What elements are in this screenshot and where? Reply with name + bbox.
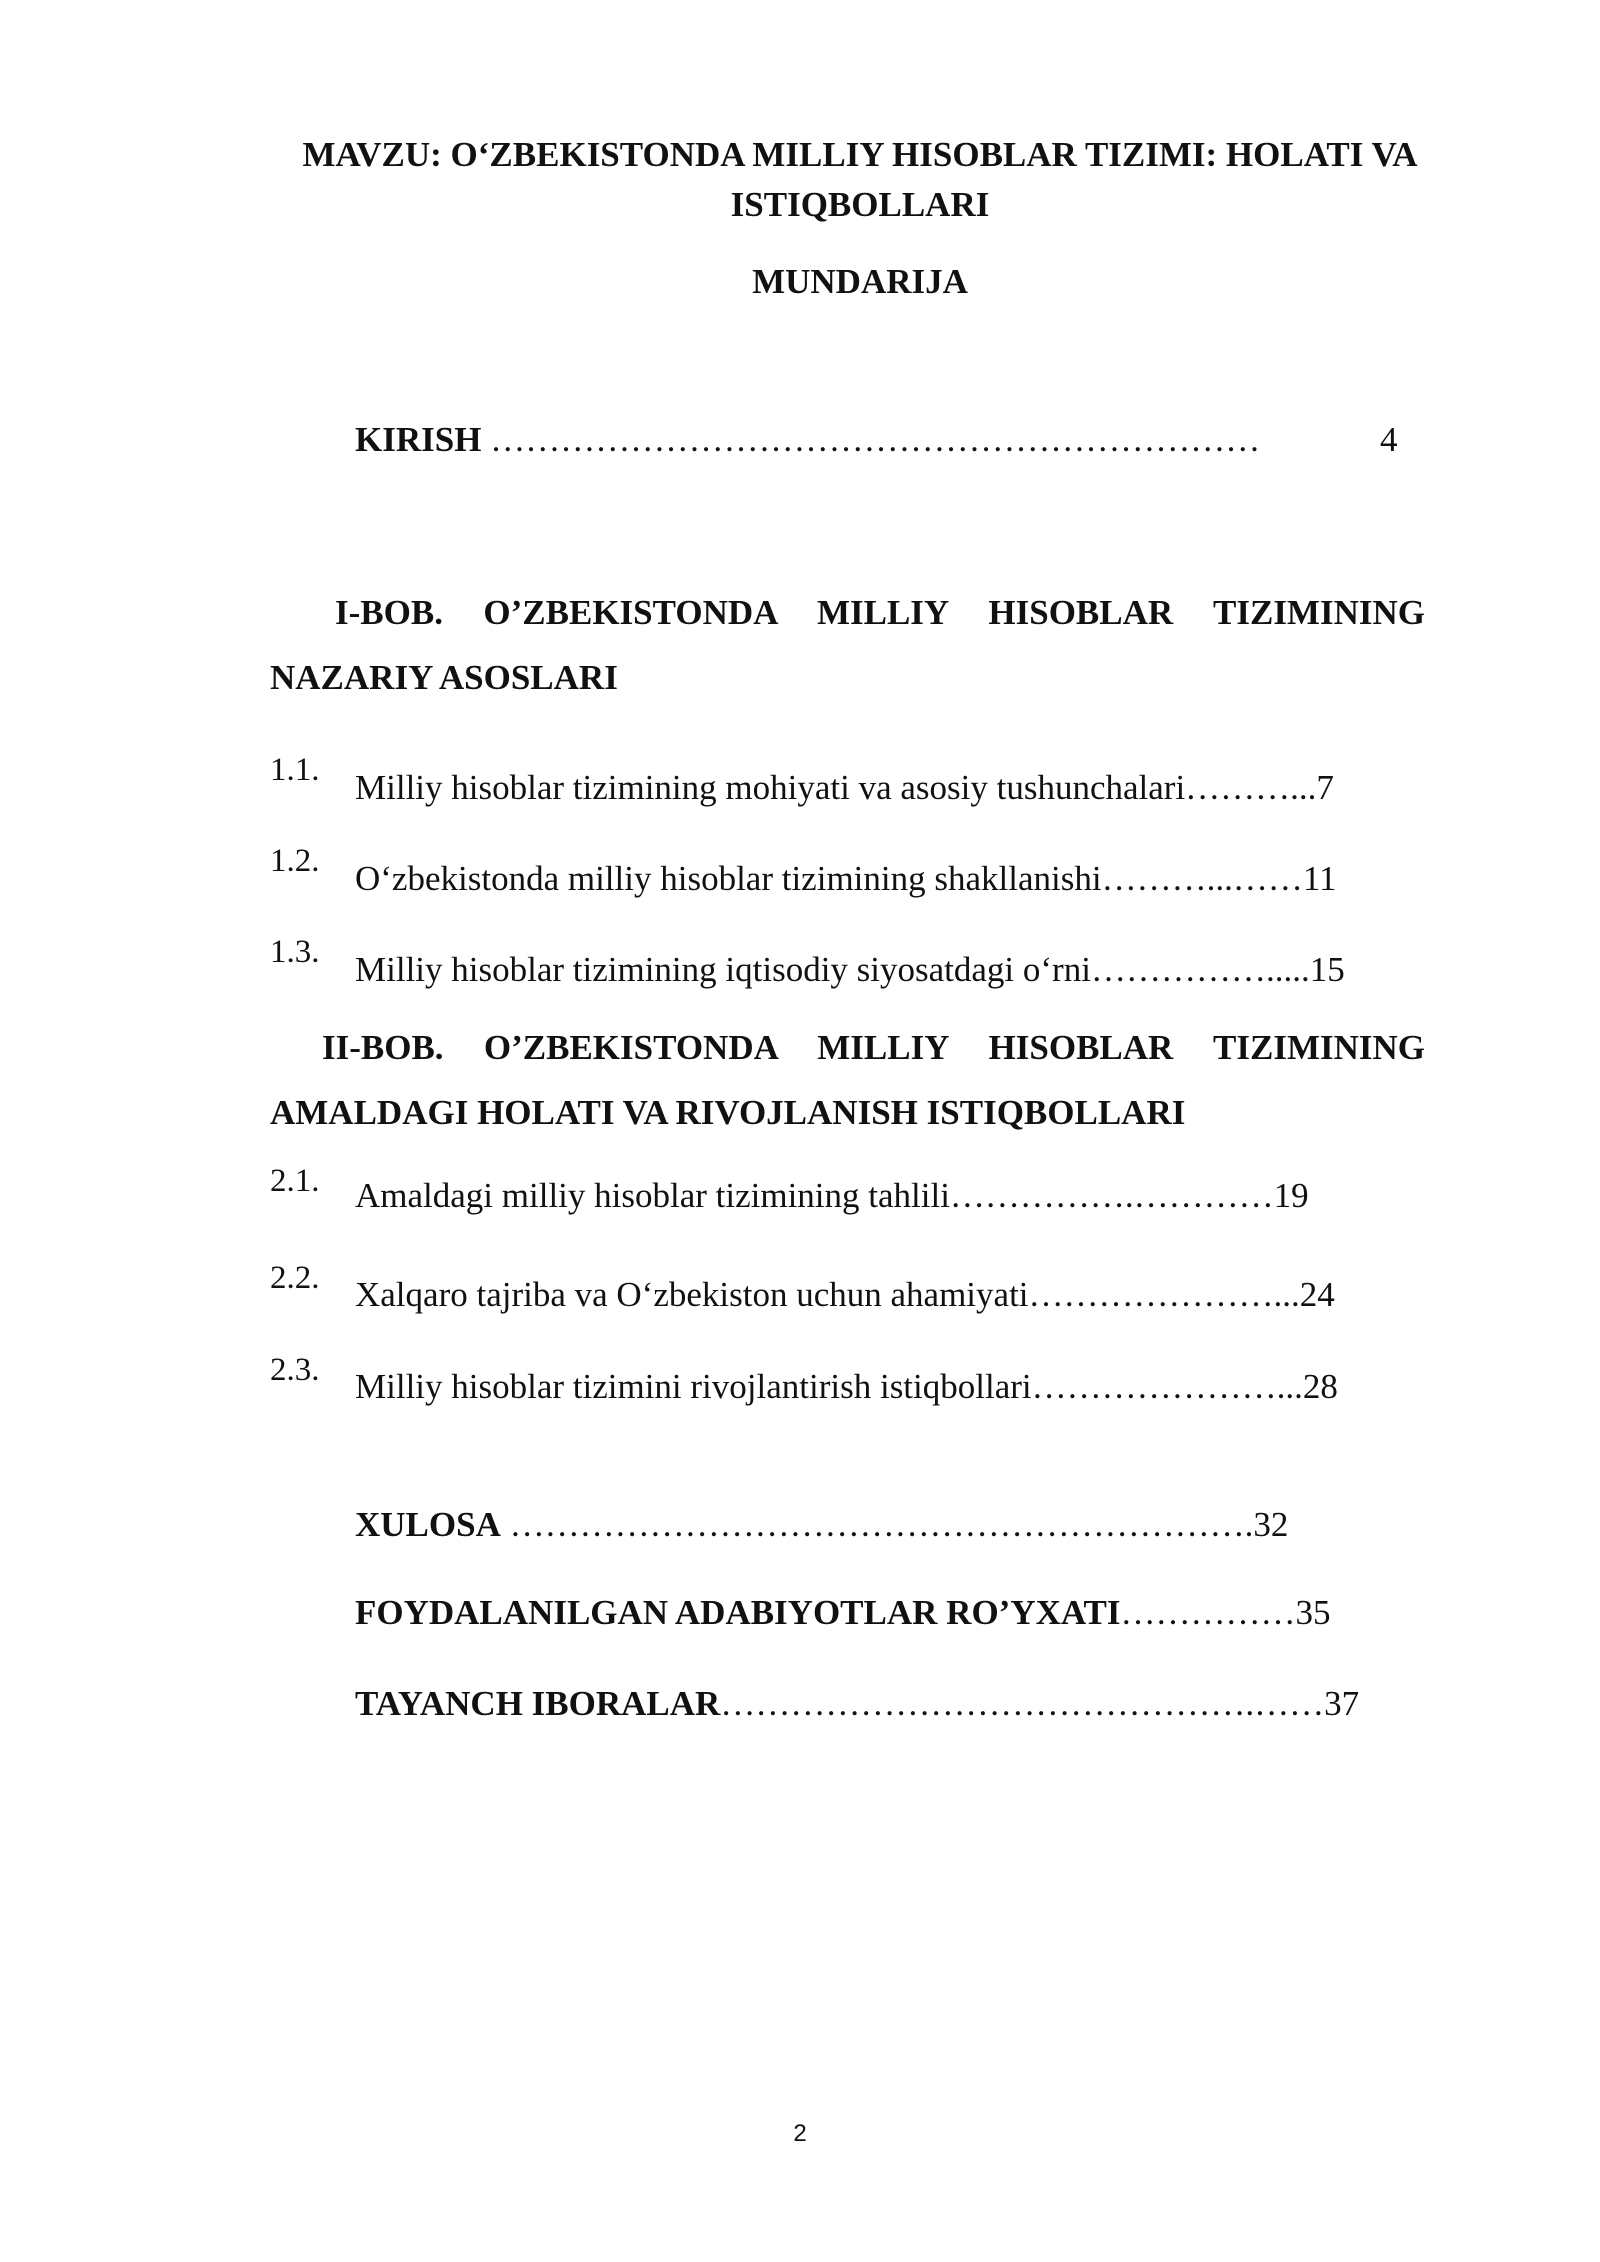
chapter-2-heading: II-BOB. O’ZBEKISTONDA MILLIY HISOBLAR TIZIMINING AMALDAGI HOLATI VA RIVOJLANISH ISTIQBOLLARI [270,1028,1425,1132]
toc-item-number: 2.2. [270,1260,320,1296]
toc-conclusion-page: 32 [1253,1505,1289,1544]
toc-entry-intro [355,420,1260,460]
toc-intro-page: 4 [1380,420,1398,459]
toc-item-number: 1.1. [270,752,320,788]
toc-intro-dots: ………………………………………………………… [481,420,1261,459]
toc-item-text: Milliy hisoblar tizimining iqtisodiy siyosatdagi o‘rni…………….....15 [355,950,1345,989]
toc-references-dots: …………… [1120,1593,1296,1632]
toc-item-text: Xalqaro tajriba va O‘zbekiston uchun ahamiyati…………………...24 [355,1275,1335,1314]
contents-heading: MUNDARIJA [752,262,968,301]
toc-item-text: Milliy hisoblar tizimining mohiyati va asosiy tushunchalari………...7 [355,768,1334,807]
toc-keywords-page: 37 [1324,1684,1360,1723]
toc-item-number: 1.3. [270,934,320,970]
toc-intro-label: KIRISH [355,420,482,459]
toc-keywords-dots: ……………………………………….…… [720,1684,1325,1723]
toc-item-text: Amaldagi milliy hisoblar tizimining tahlili…………….…………19 [355,1176,1309,1215]
chapter-1-heading: I-BOB. O’ZBEKISTONDA MILLIY HISOBLAR TIZIMINING NAZARIY ASOSLARI [270,593,1425,697]
toc-references-page: 35 [1295,1593,1331,1632]
toc-item-number: 2.1. [270,1163,320,1199]
toc-entry-references [355,1593,1331,1633]
toc-item-number: 2.3. [270,1352,320,1388]
page-number: 2 [793,2120,807,2147]
toc-entry-conclusion [355,1505,1288,1545]
toc-conclusion-dots: ………………………………………………………. [500,1505,1254,1544]
toc-item-number: 1.2. [270,843,320,879]
toc-keywords-label: TAYANCH IBORALAR [355,1684,721,1723]
document-title: MAVZU: O‘ZBEKISTONDA MILLIY HISOBLAR TIZIMI: HOLATI VA ISTIQBOLLARI [302,135,1418,224]
toc-item-text: Milliy hisoblar tizimini rivojlantirish istiqbollari…………………...28 [355,1367,1338,1406]
toc-conclusion-label: XULOSA [355,1505,501,1544]
toc-item-text: O‘zbekistonda milliy hisoblar tizimining shakllanishi………...……11 [355,859,1337,898]
toc-entry-keywords [355,1684,1359,1724]
toc-references-label: FOYDALANILGAN ADABIYOTLAR RO’YXATI [355,1593,1121,1632]
